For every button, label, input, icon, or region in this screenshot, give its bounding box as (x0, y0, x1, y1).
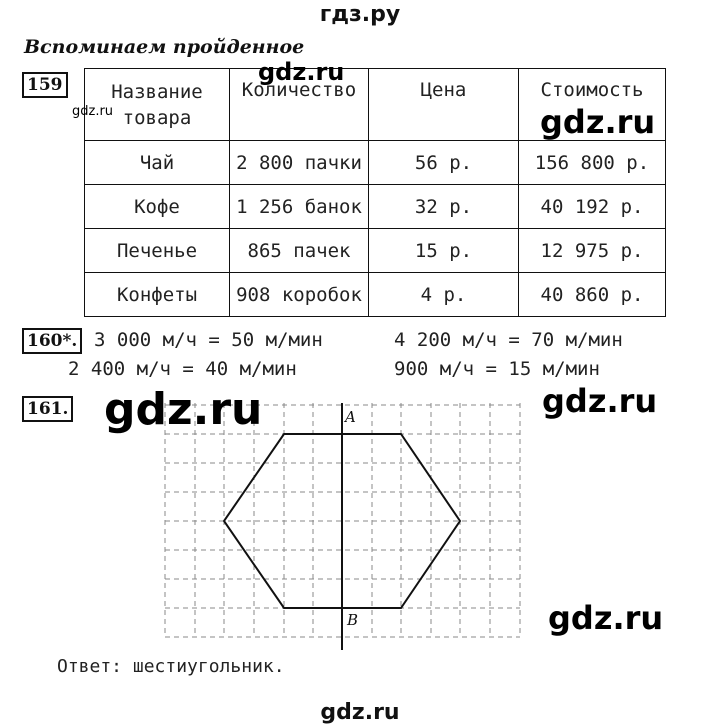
watermark: gdz.ru (540, 103, 656, 141)
watermark: gdz.ru (258, 58, 345, 86)
cell-price: 4 р. (369, 273, 519, 317)
point-b-label: B (347, 611, 359, 629)
task-159-number: 159 (22, 72, 68, 98)
cell-cost: 40 860 р. (519, 273, 666, 317)
header-quantity: Количество (241, 79, 357, 101)
conversion-2: 4 200 м/ч = 70 м/мин (394, 329, 623, 351)
header-name-line1: Название (111, 81, 203, 103)
cell-price: 32 р. (369, 185, 519, 229)
conversion-3: 2 400 м/ч = 40 м/мин (68, 358, 297, 380)
section-heading: Вспоминаем пройденное (24, 36, 305, 58)
cell-product: Чай (85, 141, 230, 185)
watermark: gdz.ru (542, 382, 658, 420)
conversion-1: 3 000 м/ч = 50 м/мин (94, 329, 323, 351)
task-161-number: 161. (22, 396, 73, 422)
conversion-4: 900 м/ч = 15 м/мин (394, 358, 600, 380)
watermark-bottom: gdz.ru (320, 700, 400, 725)
cell-quantity: 865 пачек (230, 229, 369, 273)
cell-quantity: 1 256 банок (230, 185, 369, 229)
cell-cost: 12 975 р. (519, 229, 666, 273)
cell-cost: 156 800 р. (519, 141, 666, 185)
cell-quantity: 2 800 пачки (230, 141, 369, 185)
cell-price: 15 р. (369, 229, 519, 273)
site-title-top: гдз.ру (319, 2, 401, 27)
watermark: gdz.ru (72, 104, 114, 119)
cell-product: Конфеты (85, 273, 230, 317)
header-cost: Стоимость (540, 79, 644, 101)
header-price: Цена (420, 79, 467, 101)
watermark: gdz.ru (548, 599, 664, 637)
header-name-line2: товара (122, 107, 192, 129)
cell-price: 56 р. (369, 141, 519, 185)
cell-quantity: 908 коробок (230, 273, 369, 317)
point-a-label: A (345, 408, 356, 426)
task-160-number: 160*. (22, 328, 82, 354)
watermark: gdz.ru (104, 384, 263, 435)
cell-cost: 40 192 р. (519, 185, 666, 229)
answer-text: Ответ: шестиугольник. (57, 656, 285, 677)
cell-product: Кофе (85, 185, 230, 229)
cell-product: Печенье (85, 229, 230, 273)
